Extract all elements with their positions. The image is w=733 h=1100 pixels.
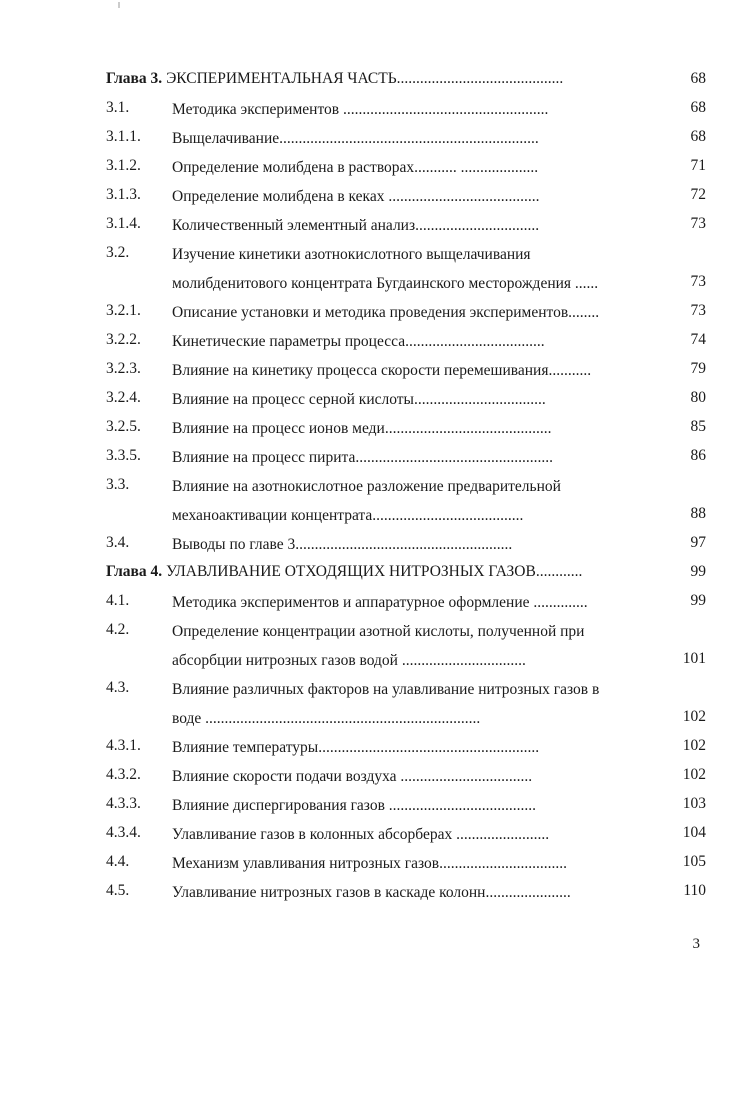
- chapter-label: Глава 4.: [106, 563, 163, 580]
- dot-leader: ..................................: [396, 768, 533, 785]
- section-title: Механизм улавливания нитрозных газов.................................: [172, 855, 567, 872]
- dot-leader: ............: [535, 563, 583, 580]
- section-number: 4.3.3.: [106, 795, 141, 812]
- toc-row[interactable]: [0, 762, 733, 791]
- page-number: 85: [690, 418, 706, 435]
- dot-leader: ...........................................: [384, 420, 552, 437]
- dot-leader: .........................................................: [318, 739, 540, 756]
- toc-row[interactable]: [0, 356, 733, 385]
- toc-row[interactable]: [0, 124, 733, 153]
- toc-row[interactable]: [0, 240, 733, 298]
- section-number: 3.1.1.: [106, 128, 141, 145]
- dot-leader: ......................................: [384, 797, 537, 814]
- section-title: Влияние на процесс ионов меди...........................................: [172, 420, 552, 437]
- section-number: 3.2.5.: [106, 418, 141, 435]
- dot-leader: ......................: [485, 884, 571, 901]
- section-title: Влияние температуры.........................................................: [172, 739, 540, 756]
- section-title: Выводы по главе 3........................................................: [172, 536, 513, 553]
- dot-leader: .....................................................: [339, 101, 549, 118]
- page-number: 73: [690, 215, 706, 232]
- section-number: 3.1.3.: [106, 186, 141, 203]
- toc-chapter-3[interactable]: [0, 66, 733, 95]
- dot-leader: ...................................................: [355, 449, 553, 466]
- section-title: Методика экспериментов .....................................................: [172, 101, 549, 118]
- dot-leader: .......................................: [384, 188, 540, 205]
- dot-leader: ........... ....................: [414, 159, 539, 176]
- dot-leader: ...........................................: [396, 70, 564, 87]
- toc-row[interactable]: [0, 385, 733, 414]
- page-number: 101: [682, 650, 706, 667]
- scan-speck: [118, 2, 120, 8]
- page-number: 79: [690, 360, 706, 377]
- section-title: Улавливание газов в колонных абсорберах ........................: [172, 826, 550, 843]
- dot-leader: .......................................: [372, 507, 524, 524]
- page-number: 73: [690, 302, 706, 319]
- chapter-label: Глава 3.: [106, 70, 163, 87]
- section-title: Улавливание нитрозных газов в каскаде колонн......................: [172, 884, 571, 901]
- section-number: 3.1.: [106, 99, 130, 116]
- toc-row[interactable]: [0, 733, 733, 762]
- page-number: 105: [682, 853, 706, 870]
- toc-row[interactable]: [0, 95, 733, 124]
- section-title: Определение концентрации азотной кислоты, полученной при абсорбции нитрозных газов водой ................................: [172, 623, 585, 669]
- dot-leader: ....................................: [405, 333, 545, 350]
- toc-row[interactable]: [0, 443, 733, 472]
- section-number: 3.2.3.: [106, 360, 141, 377]
- footer-page-number: 3: [692, 936, 700, 952]
- page-number: 102: [682, 708, 706, 725]
- section-number: 3.3.5.: [106, 447, 141, 464]
- chapter-title: УЛАВЛИВАНИЕ ОТХОДЯЩИХ НИТРОЗНЫХ ГАЗОВ: [166, 563, 536, 580]
- section-number: 3.1.2.: [106, 157, 141, 174]
- chapter-heading: [106, 563, 662, 581]
- page-number: 73: [690, 273, 706, 290]
- dot-leader: ........................................................: [295, 536, 513, 553]
- section-number: 3.3.: [106, 476, 130, 493]
- toc-row[interactable]: [0, 791, 733, 820]
- toc-row[interactable]: [0, 182, 733, 211]
- toc-row[interactable]: [0, 414, 733, 443]
- page-number: 80: [690, 389, 706, 406]
- toc-chapter-4[interactable]: [0, 559, 733, 588]
- section-number: 3.2.1.: [106, 302, 141, 319]
- section-number: 4.1.: [106, 592, 130, 609]
- page-number: 102: [682, 737, 706, 754]
- section-title: Влияние различных факторов на улавливание нитрозных газов в воде .......................................................................: [172, 681, 600, 727]
- section-number: 3.2.4.: [106, 389, 141, 406]
- section-title: Влияние на процесс серной кислоты..................................: [172, 391, 546, 408]
- chapter-title: ЭКСПЕРИМЕНТАЛЬНАЯ ЧАСТЬ: [166, 70, 397, 87]
- section-number: 4.3.: [106, 679, 130, 696]
- section-title: Определение молибдена в растворах........... ....................: [172, 159, 539, 176]
- section-title: Влияние на кинетику процесса скорости перемешивания...........: [172, 362, 592, 379]
- dot-leader: ........................: [452, 826, 550, 843]
- toc-row[interactable]: [0, 327, 733, 356]
- section-title: Влияние на азотнокислотное разложение предварительной механоактивации концентрата.......................................: [172, 478, 561, 524]
- toc-row[interactable]: [0, 849, 733, 878]
- toc-row[interactable]: [0, 820, 733, 849]
- section-title: Влияние на процесс пирита...................................................: [172, 449, 553, 466]
- toc-row[interactable]: [0, 153, 733, 182]
- toc-row[interactable]: [0, 588, 733, 617]
- page-number: 71: [690, 157, 706, 174]
- section-number: 4.3.1.: [106, 737, 141, 754]
- page-number: 72: [690, 186, 706, 203]
- page-number: 99: [690, 563, 706, 580]
- page-number: 103: [682, 795, 706, 812]
- section-title: Количественный элементный анализ................................: [172, 217, 540, 234]
- page-number: 68: [690, 70, 706, 87]
- dot-leader: ...................................................................: [279, 130, 539, 147]
- section-title: Кинетические параметры процесса....................................: [172, 333, 545, 350]
- section-title: Выщелачивание...................................................................: [172, 130, 539, 147]
- section-title: Описание установки и методика проведения экспериментов........: [172, 304, 600, 321]
- section-number: 3.1.4.: [106, 215, 141, 232]
- toc-row[interactable]: [0, 298, 733, 327]
- section-number: 3.2.2.: [106, 331, 141, 348]
- dot-leader: .................................: [439, 855, 567, 872]
- chapter-heading: [106, 70, 662, 88]
- section-title: Изучение кинетики азотнокислотного выщелачивания молибденитового концентрата Бугдаинского месторождения ......: [172, 246, 599, 292]
- section-number: 4.3.2.: [106, 766, 141, 783]
- page-number: 110: [683, 882, 706, 899]
- section-number: 3.4.: [106, 534, 130, 551]
- section-title: Определение молибдена в кеках .......................................: [172, 188, 540, 205]
- toc-row[interactable]: [0, 878, 733, 907]
- section-number: 4.3.4.: [106, 824, 141, 841]
- toc-row[interactable]: [0, 530, 733, 559]
- toc-row[interactable]: [0, 472, 733, 530]
- page-number: 97: [690, 534, 706, 551]
- dot-leader: ......: [571, 275, 599, 292]
- page-number: 68: [690, 128, 706, 145]
- dot-leader: ..................................: [413, 391, 546, 408]
- toc-row[interactable]: [0, 211, 733, 240]
- toc-row[interactable]: [0, 617, 733, 675]
- section-number: 3.2.: [106, 244, 130, 261]
- page-number: 86: [690, 447, 706, 464]
- dot-leader: ................................: [397, 652, 526, 669]
- dot-leader: ........: [568, 304, 600, 321]
- section-title: Методика экспериментов и аппаратурное оформление ..............: [172, 594, 588, 611]
- page-number: 68: [690, 99, 706, 116]
- page-number: 99: [690, 592, 706, 609]
- page-number: 74: [690, 331, 706, 348]
- section-title: Влияние диспергирования газов ......................................: [172, 797, 537, 814]
- section-number: 4.2.: [106, 621, 130, 638]
- page-number: 102: [682, 766, 706, 783]
- dot-leader: ..............: [529, 594, 588, 611]
- section-number: 4.5.: [106, 882, 130, 899]
- page-number: 88: [690, 505, 706, 522]
- toc-row[interactable]: [0, 675, 733, 733]
- section-title: Влияние скорости подачи воздуха ..................................: [172, 768, 533, 785]
- table-of-contents: [0, 66, 733, 907]
- dot-leader: .......................................................................: [201, 710, 481, 727]
- dot-leader: ...........: [548, 362, 592, 379]
- dot-leader: ................................: [415, 217, 540, 234]
- section-number: 4.4.: [106, 853, 130, 870]
- page-number: 104: [682, 824, 706, 841]
